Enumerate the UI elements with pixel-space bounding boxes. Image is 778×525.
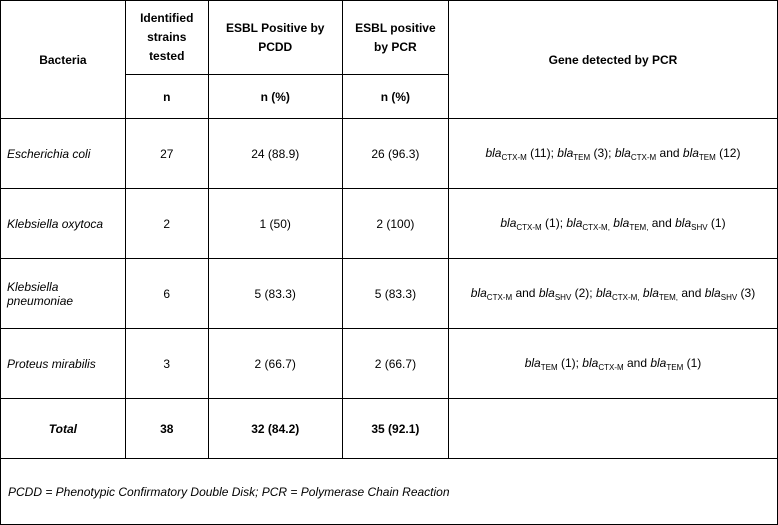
gene-subscript: TEM <box>698 153 716 162</box>
gene-subscript: CTX-M <box>516 223 542 232</box>
bacteria-name: Klebsiella pneumoniae <box>1 259 126 329</box>
genes-detected <box>448 259 777 329</box>
gene-subscript: TEM <box>666 363 684 372</box>
esbl-pcdd-value: 2 (66.7) <box>208 329 342 399</box>
strains-count: 2 <box>125 189 208 259</box>
gene-name: bla <box>614 146 631 160</box>
gene-subscript: TEM <box>573 153 591 162</box>
total-row <box>1 399 778 459</box>
strains-count: 27 <box>125 119 208 189</box>
strains-count: 3 <box>125 329 208 399</box>
gene-subscript: TEM <box>540 363 558 372</box>
gene-subscript: SHV <box>720 293 738 302</box>
gene-name: bla <box>566 216 583 230</box>
esbl-pcdd-value: 1 (50) <box>208 189 342 259</box>
gene-count: and <box>656 146 683 160</box>
genes-detected <box>448 189 777 259</box>
subheader-pcdd-unit: n (%) <box>208 75 342 119</box>
header-row <box>1 1 778 75</box>
genes-detected <box>448 329 777 399</box>
gene-name: bla <box>557 146 574 160</box>
subheader-n: n <box>125 75 208 119</box>
gene-count: and <box>512 286 539 300</box>
esbl-pcdd-value: 24 (88.9) <box>208 119 342 189</box>
gene-subscript: SHV <box>554 293 572 302</box>
table-row <box>1 189 778 259</box>
total-pcr: 35 (92.1) <box>342 399 448 459</box>
gene-count: and <box>623 356 651 370</box>
gene-count: and <box>648 216 676 230</box>
gene-count: (1); <box>557 356 583 370</box>
header-gene: Gene detected by PCR <box>448 1 777 119</box>
gene-count: (1); <box>541 216 567 230</box>
gene-count: (3) <box>737 286 756 300</box>
gene-name: bla <box>595 286 612 300</box>
table-row <box>1 119 778 189</box>
gene-name: bla <box>650 356 667 370</box>
gene-count: (1) <box>683 356 702 370</box>
gene-name: bla <box>682 146 699 160</box>
gene-name: bla <box>704 286 721 300</box>
esbl-pcr-value: 2 (66.7) <box>342 329 448 399</box>
gene-name: bla <box>500 216 517 230</box>
bacteria-name: Proteus mirabilis <box>1 329 126 399</box>
header-esbl-pcdd: ESBL Positive by PCDD <box>208 1 342 75</box>
gene-subscript: SHV <box>691 223 708 232</box>
gene-name: bla <box>642 286 659 300</box>
gene-name: bla <box>675 216 692 230</box>
footnote-row <box>1 459 778 525</box>
bacteria-name: Escherichia coli <box>1 119 126 189</box>
esbl-pcdd-value: 5 (83.3) <box>208 259 342 329</box>
gene-count: (11); <box>526 146 558 160</box>
strains-count: 6 <box>125 259 208 329</box>
gene-subscript: CTX-M <box>598 363 624 372</box>
gene-count: (2); <box>571 286 596 300</box>
gene-subscript: TEM, <box>629 223 649 232</box>
table-row <box>1 329 778 399</box>
gene-count: (3); <box>590 146 615 160</box>
esbl-pcr-value: 5 (83.3) <box>342 259 448 329</box>
gene-subscript: TEM, <box>658 293 679 302</box>
esbl-pcr-value: 26 (96.3) <box>342 119 448 189</box>
gene-name: bla <box>613 216 630 230</box>
esbl-pcr-value: 2 (100) <box>342 189 448 259</box>
gene-count: and <box>678 286 705 300</box>
total-gene <box>448 399 777 459</box>
header-bacteria: Bacteria <box>1 1 126 119</box>
footnote: PCDD = Phenotypic Confirmatory Double Disk; PCR = Polymerase Chain Reaction <box>1 459 778 525</box>
header-esbl-pcr: ESBL positive by PCR <box>342 1 448 75</box>
gene-subscript: CTX-M, <box>582 223 610 232</box>
gene-subscript: CTX-M <box>486 293 513 302</box>
gene-subscript: CTX-M <box>630 153 657 162</box>
subheader-pcr-unit: n (%) <box>342 75 448 119</box>
gene-subscript: CTX-M, <box>611 293 640 302</box>
gene-subscript: CTX-M <box>501 153 527 162</box>
header-strains: Identified strains tested <box>125 1 208 75</box>
total-pcdd: 32 (84.2) <box>208 399 342 459</box>
gene-count: (1) <box>707 216 726 230</box>
table-row <box>1 259 778 329</box>
gene-count: (12) <box>715 146 741 160</box>
gene-name: bla <box>582 356 599 370</box>
gene-name: bla <box>470 286 487 300</box>
genes-detected <box>448 119 777 189</box>
gene-name: bla <box>538 286 555 300</box>
bacteria-name: Klebsiella oxytoca <box>1 189 126 259</box>
total-label: Total <box>1 399 126 459</box>
gene-name: bla <box>485 146 502 160</box>
table-body <box>1 119 778 399</box>
total-strains: 38 <box>125 399 208 459</box>
gene-name: bla <box>524 356 541 370</box>
